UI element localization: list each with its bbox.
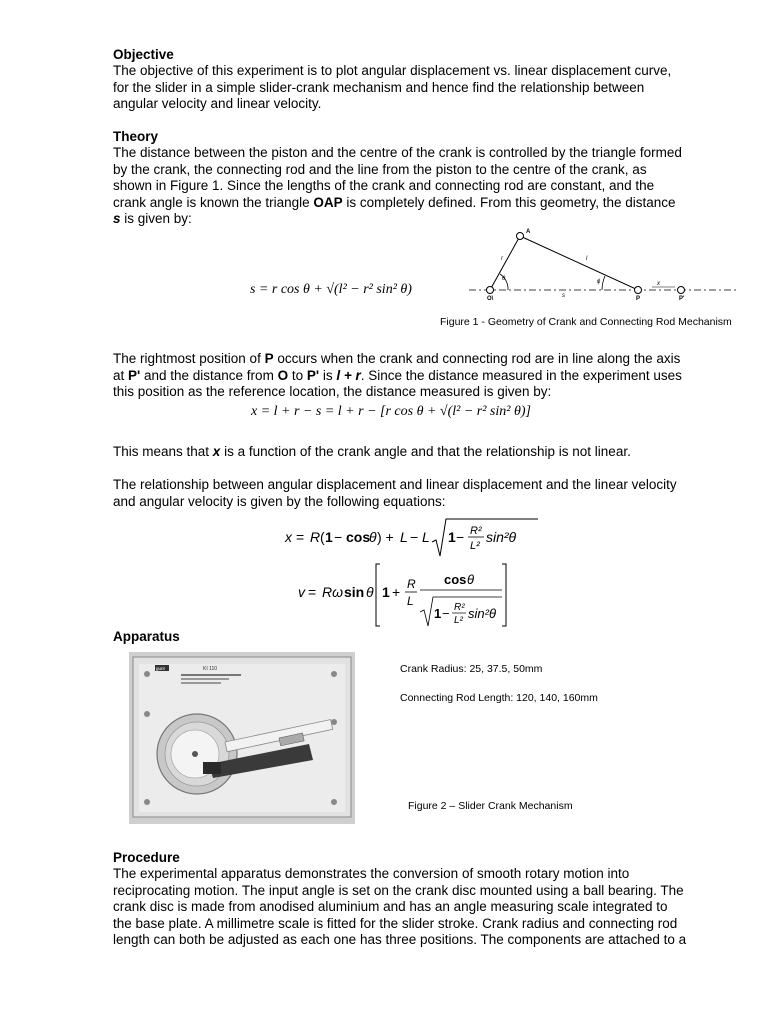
point-o [487,287,494,294]
var-s: s [113,211,121,226]
theory-line-3: shown in Figure 1. Since the lengths of the crank and connecting rod are constant, and the [113,178,655,193]
objective-line-2: for the slider in a simple slider-crank mechanism and hence find the relationship between [113,79,645,95]
svg-text:) +: ) + [377,529,394,545]
equation-s: s = r cos θ + √(l² − r² sin² θ) [250,282,412,297]
label-theta: θ [502,276,506,282]
theory-line-4: crank angle is known the triangle OAP is completely defined. From this geometry, the distance [113,194,676,210]
svg-text:v: v [298,584,305,600]
theory-line-2: by the crank, the connecting rod and the line from the piston to the centre of the crank, as [113,161,647,177]
label-x: x [657,281,660,287]
svg-text:θ: θ [366,584,374,600]
means-line: This means that x is a function of the crank angle and that the relationship is not linear. [113,444,631,459]
theory-line-5: s is given by: [113,211,192,226]
label-a: A [526,229,531,235]
procedure-line-5: length can both be adjusted as each one has three positions. The components are attached to a [113,932,687,947]
svg-text:sin²θ: sin²θ [468,606,496,621]
svg-text:−: − [456,529,465,545]
svg-text:R: R [407,577,416,591]
crank-radius-note: Crank Radius: 25, 37.5, 50mm [400,663,543,675]
svg-text:L²: L² [470,540,480,552]
equation-x: x = l + r − s = l + r − [r cos θ + √(l² − r² sin² θ)] [251,404,531,419]
objective-heading: Objective [113,47,174,62]
svg-text:(: ( [320,529,325,545]
theory-heading: Theory [113,129,159,144]
svg-text:L²: L² [454,615,463,626]
svg-text:1: 1 [325,529,333,545]
svg-text:sin: sin [344,584,365,600]
objective-line-1: The objective of this experiment is to plot angular displacement vs. linear displacement curve, [113,63,672,78]
rod-length-note: Connecting Rod Length: 120, 140, 160mm [400,692,598,704]
objective-line-3: angular velocity and linear velocity. [113,96,322,111]
svg-text:sin²θ: sin²θ [486,529,517,545]
svg-text:−: − [334,529,343,545]
phi-arc [602,276,605,290]
svg-text:−: − [442,606,450,621]
svg-text:1: 1 [448,529,456,545]
svg-text:L: L [400,529,408,545]
svg-text:KI 110: KI 110 [203,666,218,672]
svg-text:gunt: gunt [156,666,165,671]
theory-line-1: The distance between the piston and the centre of the crank is controlled by the triangle formed [113,145,682,160]
apparatus-heading: Apparatus [113,629,180,644]
point-a [517,233,524,240]
svg-text:R: R [310,529,321,545]
svg-text:=: = [308,584,317,600]
label-l: l [586,256,588,262]
procedure-line-2: reciprocating motion. The input angle is set on the crank disc mounted using a ball bearing. The [113,882,684,898]
point-p-prime [678,287,685,294]
rightmost-line-3: this position as the reference location, the distance measured is given by: [113,384,552,399]
svg-text:−: − [410,529,419,545]
triangle-oap: OAP [313,194,343,210]
procedure-line-4: the base plate. A millimetre scale is fitted for the slider stroke. Crank radius and connecting rod [113,915,678,931]
svg-text:L: L [407,594,414,608]
label-o: O\ [487,296,494,302]
svg-text:L: L [422,529,430,545]
connecting-rod-line [520,236,638,290]
label-phi: ϕ [597,279,601,285]
procedure-line-1: The experimental apparatus demonstrates the conversion of smooth rotary motion into [113,866,630,881]
procedure-heading: Procedure [113,850,180,865]
relationship-line-1: The relationship between angular displacement and linear displacement and the linear velocity [113,477,677,492]
svg-text:θ: θ [369,529,377,545]
figure-1-diagram [455,222,755,304]
svg-text:1: 1 [382,584,390,600]
equation-velocity [290,560,520,630]
figure-1-caption: Figure 1 - Geometry of Crank and Connecting Rod Mechanism [440,316,732,328]
svg-text:R²: R² [470,525,482,537]
equation-displacement [280,516,540,560]
svg-text:cos: cos [346,529,371,545]
relationship-line-2: and angular velocity is given by the following equations: [113,493,446,509]
svg-text:Rω: Rω [322,584,344,600]
apparatus-photo [129,652,355,824]
svg-text:1: 1 [434,606,442,621]
svg-text:x: x [285,529,292,545]
procedure-line-3: crank disc is made from anodised aluminium and has an angle measuring scale integrated to [113,899,668,914]
svg-text:+: + [392,584,401,600]
svg-text:cos: cos [444,572,467,587]
svg-text:θ: θ [467,572,475,587]
svg-text:R²: R² [454,602,465,613]
svg-text:=: = [296,529,305,545]
point-p [635,287,642,294]
label-p-prime: P' [679,296,685,302]
figure-2-caption: Figure 2 – Slider Crank Mechanism [408,800,573,812]
rightmost-line-1: The rightmost position of P occurs when the crank and connecting rod are in line along the axis [113,351,681,366]
rightmost-line-2: at P' and the distance from O to P' is l + r. Since the distance measured in the experiment uses [113,367,682,383]
label-r: r [501,256,503,262]
label-s: s [562,293,565,299]
label-p: P [636,296,641,302]
